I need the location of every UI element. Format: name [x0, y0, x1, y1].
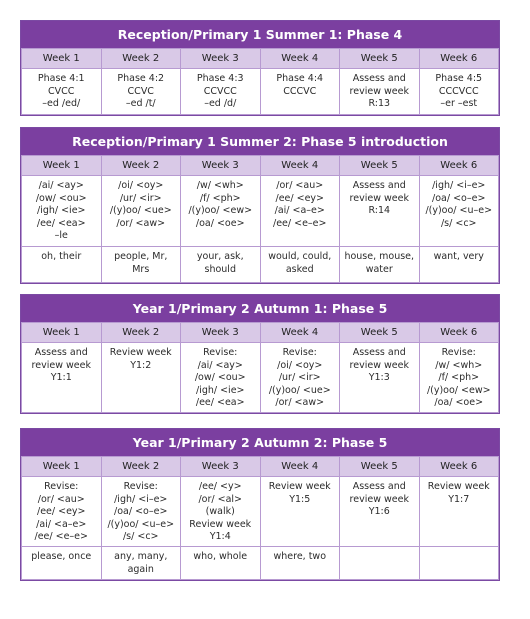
week-header: Week 6 — [419, 323, 499, 343]
week-header: Week 3 — [181, 156, 261, 176]
table-cell: Review week Y1:5 — [260, 477, 340, 547]
table-row — [22, 547, 499, 580]
week-header: Week 2 — [101, 457, 181, 477]
week-header: Week 2 — [101, 49, 181, 69]
table-cell: Assess and review week Y1:1 — [22, 343, 102, 413]
week-header: Week 4 — [260, 323, 340, 343]
table-cell: oh, their — [22, 247, 102, 283]
table-row — [22, 69, 499, 115]
table-cell — [340, 547, 420, 580]
week-header: Week 3 — [181, 49, 261, 69]
table-cell: /ee/ <y> /or/ <al> (walk) Review week Y1:4 — [181, 477, 261, 547]
table-cell — [419, 547, 499, 580]
table-cell: Revise: /ai/ <ay> /ow/ <ou> /igh/ <ie> /ee/ <ea> — [181, 343, 261, 413]
header-row — [22, 156, 499, 176]
section-summer1 — [20, 20, 500, 116]
week-header: Week 2 — [101, 156, 181, 176]
section-autumn2 — [20, 428, 500, 581]
table-cell: Assess and review week R:13 — [340, 69, 420, 115]
table-cell: please, once — [22, 547, 102, 580]
week-header: Week 4 — [260, 156, 340, 176]
schedule-table — [21, 322, 499, 413]
week-header: Week 1 — [22, 156, 102, 176]
table-cell: Phase 4:5 CCCVCC –er –est — [419, 69, 499, 115]
section-summer2 — [20, 127, 500, 284]
week-header: Week 5 — [340, 156, 420, 176]
table-cell: Assess and review week Y1:3 — [340, 343, 420, 413]
table-cell: your, ask, should — [181, 247, 261, 283]
table-cell: Revise: /w/ <wh> /f/ <ph> /(y)oo/ <ew> /oa/ <oe> — [419, 343, 499, 413]
week-header: Week 6 — [419, 156, 499, 176]
section-title: Reception/Primary 1 Summer 2: Phase 5 introduction — [21, 128, 499, 155]
table-cell: Assess and review week Y1:6 — [340, 477, 420, 547]
table-cell: /oi/ <oy> /ur/ <ir> /(y)oo/ <ue> /or/ <aw> — [101, 176, 181, 247]
table-row — [22, 343, 499, 413]
schedule-table — [21, 456, 499, 580]
table-cell: /igh/ <i–e> /oa/ <o–e> /(y)oo/ <u–e> /s/ <c> — [419, 176, 499, 247]
table-cell: want, very — [419, 247, 499, 283]
table-cell: any, many, again — [101, 547, 181, 580]
table-cell: would, could, asked — [260, 247, 340, 283]
week-header: Week 4 — [260, 457, 340, 477]
table-cell: /ai/ <ay> /ow/ <ou> /igh/ <ie> /ee/ <ea> –le — [22, 176, 102, 247]
section-title: Year 1/Primary 2 Autumn 2: Phase 5 — [21, 429, 499, 456]
table-cell: Review week Y1:2 — [101, 343, 181, 413]
week-header: Week 2 — [101, 323, 181, 343]
section-title: Reception/Primary 1 Summer 1: Phase 4 — [21, 21, 499, 48]
schedule-table — [21, 48, 499, 115]
week-header: Week 6 — [419, 457, 499, 477]
schedule-table — [21, 155, 499, 283]
table-cell: /or/ <au> /ee/ <ey> /ai/ <a–e> /ee/ <e–e> — [260, 176, 340, 247]
table-cell: Review week Y1:7 — [419, 477, 499, 547]
week-header: Week 4 — [260, 49, 340, 69]
week-header: Week 6 — [419, 49, 499, 69]
table-cell: Revise: /oi/ <oy> /ur/ <ir> /(y)oo/ <ue> /or/ <aw> — [260, 343, 340, 413]
week-header: Week 1 — [22, 49, 102, 69]
table-cell: Revise: /igh/ <i–e> /oa/ <o–e> /(y)oo/ <u–e> /s/ <c> — [101, 477, 181, 547]
week-header: Week 5 — [340, 457, 420, 477]
section-autumn1 — [20, 294, 500, 414]
table-cell: Phase 4:2 CCVC –ed /t/ — [101, 69, 181, 115]
table-row — [22, 176, 499, 247]
header-row — [22, 49, 499, 69]
week-header: Week 1 — [22, 323, 102, 343]
table-cell: Revise: /or/ <au> /ee/ <ey> /ai/ <a–e> /ee/ <e–e> — [22, 477, 102, 547]
table-cell: Assess and review week R:14 — [340, 176, 420, 247]
table-cell: people, Mr, Mrs — [101, 247, 181, 283]
table-cell: /w/ <wh> /f/ <ph> /(y)oo/ <ew> /oa/ <oe> — [181, 176, 261, 247]
table-cell: Phase 4:4 CCCVC — [260, 69, 340, 115]
week-header: Week 1 — [22, 457, 102, 477]
header-row — [22, 323, 499, 343]
table-cell: who, whole — [181, 547, 261, 580]
table-row — [22, 477, 499, 547]
header-row — [22, 457, 499, 477]
table-cell: Phase 4:1 CVCC –ed /ed/ — [22, 69, 102, 115]
table-row — [22, 247, 499, 283]
table-cell: house, mouse, water — [340, 247, 420, 283]
table-cell: Phase 4:3 CCVCC –ed /d/ — [181, 69, 261, 115]
week-header: Week 5 — [340, 49, 420, 69]
week-header: Week 5 — [340, 323, 420, 343]
section-title: Year 1/Primary 2 Autumn 1: Phase 5 — [21, 295, 499, 322]
week-header: Week 3 — [181, 323, 261, 343]
table-cell: where, two — [260, 547, 340, 580]
week-header: Week 3 — [181, 457, 261, 477]
